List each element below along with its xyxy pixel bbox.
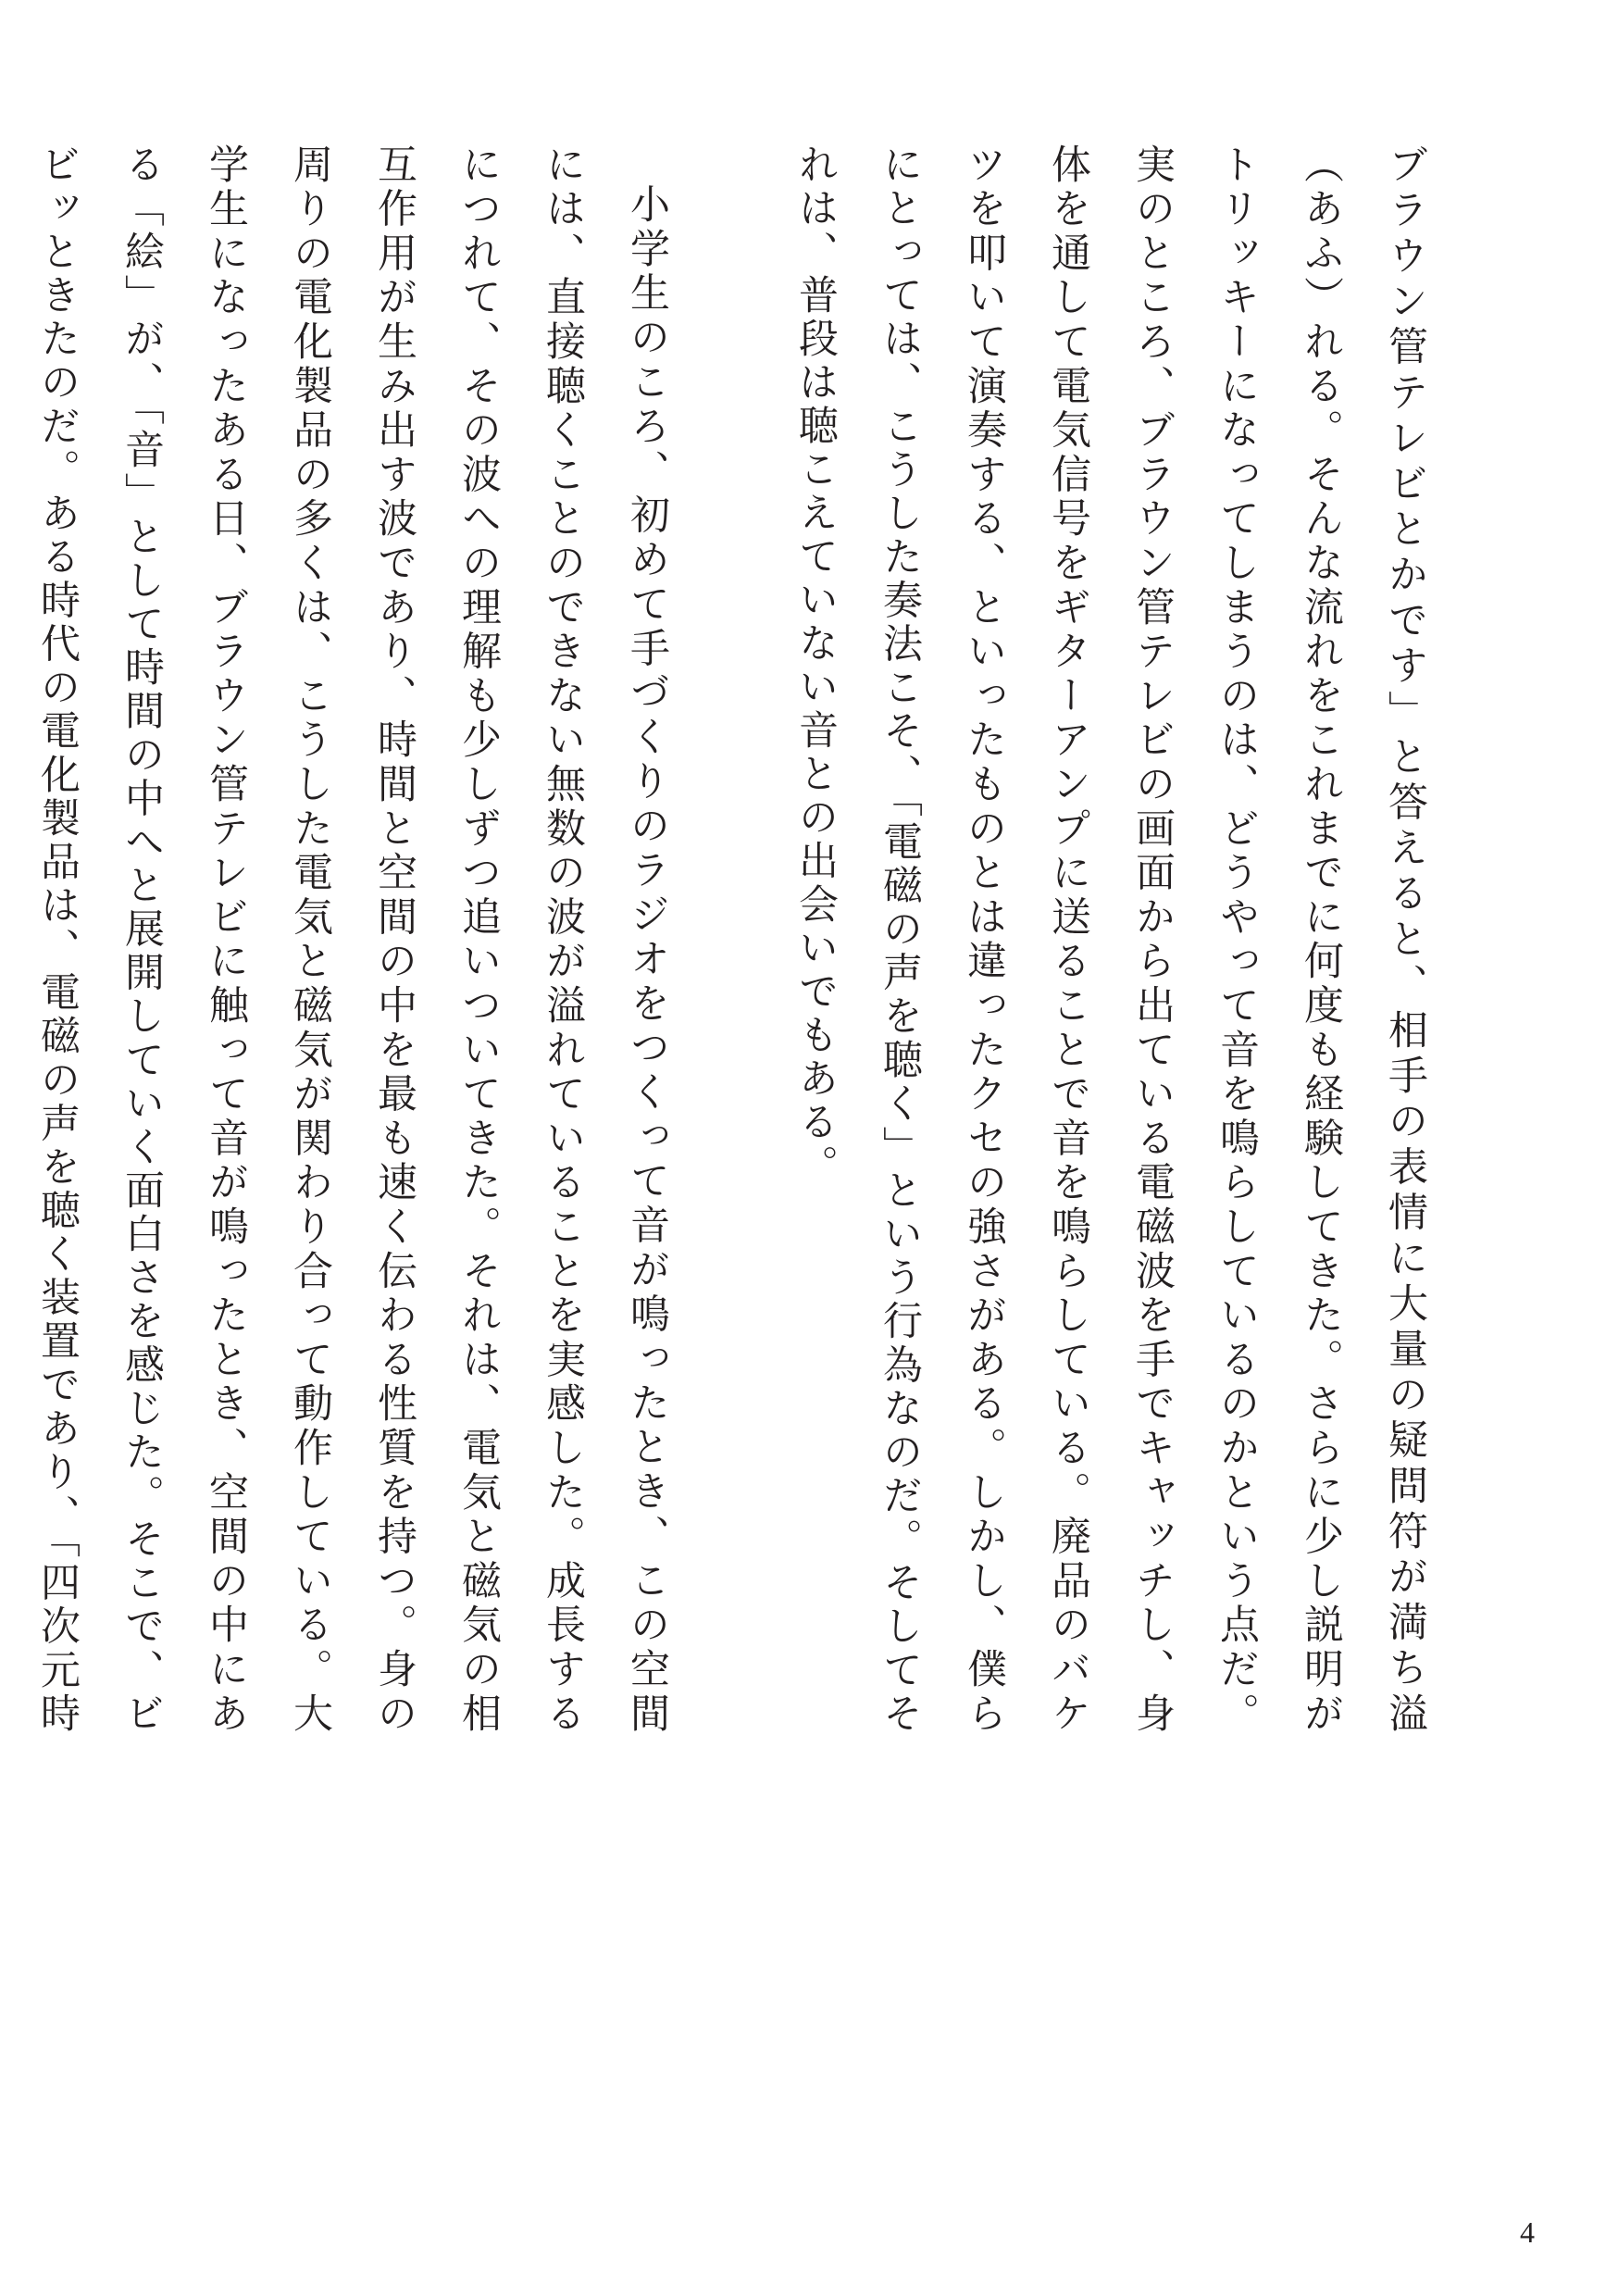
paragraph-2: 小学生のころ、初めて手づくりのラジオをつくって音が鳴ったとき、この空間には、直接聴くことのできない無数の波が溢れていることを実感した。成長するにつれて、その波への理解も少しずつ追いついてきた。それは、電気と磁気の相互作用が生み出す波であり、時間と空間の中を最も速く伝わる性質を持つ。身の周りの電化製品の多くは、こうした電気と磁気が関わり合って動作している。大学生になったある日、ブラウン管テレビに触って音が鳴ったとき、空間の中にある「絵」が、「音」として時間の中へと展開していく面白さを感じた。そこで、ビビッときたのだ。ある時代の電化製品は、電磁の声を聴く装置であり、「四次元時 (34, 144, 670, 1737)
body-text (34, 144, 1447, 1737)
paragraph-1: ブラウン管テレビとかです」と答えると、相手の表情に大量の疑問符が満ち溢（あふ）れる。そんな流れをこれまでに何度も経験してきた。さらに少し説明がトリッキーになってしまうのは、どうやって音を鳴らしているのかという点だ。実のところ、ブラウン管テレビの画面から出ている電磁波を手でキャッチし、身体を通して電気信号をギターアンプに送ることで音を鳴らしている。廃品のバケツを叩いて演奏する、といったものとは違ったクセの強さがある。しかし、僕らにとっては、こうした奏法こそ、「電磁の声を聴く」という行為なのだ。そしてそれは、普段は聴こえていない音との出会いでもある。 (792, 144, 1428, 1737)
page-number: 4 (1520, 2215, 1535, 2249)
